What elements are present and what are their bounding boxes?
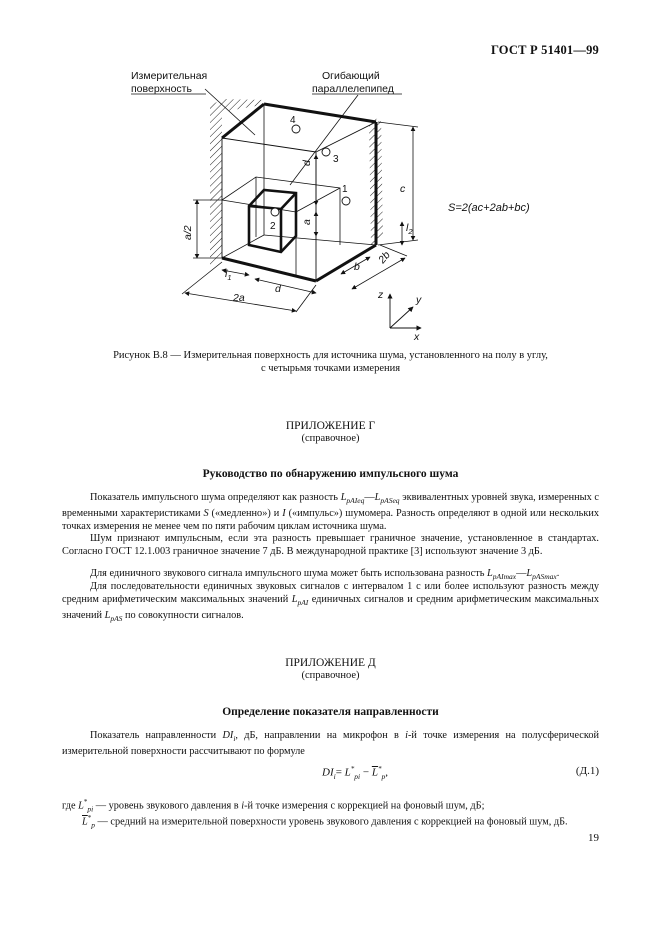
surface-area-formula: S=2(ac+2ab+bc): [448, 202, 530, 214]
figure-caption: [62, 349, 599, 375]
appendix-d-heading: Определение показателя направленности: [222, 706, 439, 718]
point-4: [292, 125, 300, 133]
point-label-4: 4: [290, 115, 296, 126]
formula-where-2: $\overline{L}^*_p$ — средний на измерительной поверхности уровень звукового давления с коррекцией на фоновый шум, дБ.: [82, 814, 568, 830]
formula-d1: [62, 765, 599, 781]
dim-label-a-small: a: [301, 219, 313, 225]
dim-label-2b: 2b: [376, 249, 393, 266]
dim-label-b: b: [354, 261, 360, 273]
appendix-g-subtitle: (справочное): [301, 433, 360, 444]
formula-d1-expression: $DI_i= L^*_{pi} - \overline{L}^*_p$,: [322, 765, 388, 781]
measurement-points: [271, 125, 350, 216]
wall-hatch-left: [210, 99, 222, 265]
dim-label-a-half: a/2: [182, 225, 194, 240]
label-measuring-surface-2: поверхность: [131, 83, 192, 95]
appendix-d-paragraph-1: Показатель направленности $DI_i$, дБ, направлении на микрофон в i-й точке измерения на полусферической измерительной поверхности рассчитывают по формуле: [62, 730, 599, 758]
figure-caption-line-1: Рисунок В.8 — Измерительная поверхность для источника шума, установленного на полу в углу,: [113, 350, 548, 361]
appendix-g-title: ПРИЛОЖЕНИЕ Г: [285, 420, 376, 432]
appendix-g-paragraph-3: Для единичного звукового сигнала импульсного шума может быть использована разность $L_{pAImax}—L_{pASmax}$.: [90, 568, 560, 582]
dim-label-d-horizontal: d: [275, 283, 281, 295]
label-reference-box-1: Огибающий: [322, 70, 380, 82]
dim-label-2a: 2a: [233, 292, 245, 304]
formula-where-1: где $L^*_{pi}$ — уровень звукового давления в i-й точке измерения с коррекцией на фоновый шум, дБ;: [62, 798, 485, 814]
standard-number: ГОСТ Р 51401—99: [490, 43, 599, 57]
axis-label-x: x: [414, 331, 420, 343]
measurement-surface-figure: [0, 0, 661, 345]
axis-label-z: z: [378, 289, 384, 301]
figure-caption-line-2: с четырьмя точками измерения: [260, 363, 401, 374]
page-number: 19: [588, 832, 599, 844]
formula-d1-number: (Д.1): [575, 765, 599, 777]
dim-label-d-vertical: d: [301, 160, 313, 166]
point-1: [342, 197, 350, 205]
appendix-g-paragraph-4: Для последовательности единичных звуковых сигналов с интервалом 1 с или более используют разность между средним арифметическим максимальных значений $L_{pAI}$ единичных сигналов и средним арифметическим максимальных значений $L_{pAS}$ по совокупности сигналов.: [62, 581, 599, 624]
dim-label-l1: $l_1$: [225, 268, 232, 282]
appendix-d-subtitle: (справочное): [301, 670, 360, 681]
point-3: [322, 148, 330, 156]
appendix-g-paragraph-1: Показатель импульсного шума определяют как разность $L_{pAIeq}—L_{pASeq}$ эквивалентных уровней звука, измеренных с временными характеристиками S («медленно») и I («импульс») шумомера. Разность определяют в одной или нескольких точках измерения не менее чем по пяти рабочим циклам источника шума.: [62, 492, 600, 533]
point-label-2: 2: [270, 221, 276, 232]
point-label-3: 3: [333, 154, 339, 165]
appendix-g-paragraph-2: Шум признают импульсным, если эта разность превышает граничное значение, установленное в стандартах. Согласно ГОСТ 12.1.003 граничное значение 7 дБ. В международной практике [3] используют значение 3 дБ.: [62, 533, 599, 558]
dim-label-l2: $l_2$: [406, 222, 413, 236]
point-label-1: 1: [342, 184, 348, 195]
label-measuring-surface-1: Измерительная: [131, 70, 208, 82]
point-2: [271, 208, 279, 216]
dim-label-c: c: [400, 183, 406, 195]
appendix-d-title: ПРИЛОЖЕНИЕ Д: [285, 657, 376, 669]
label-reference-box-2: параллелепипед: [312, 83, 394, 95]
appendix-g-heading: Руководство по обнаружению импульсного шума: [202, 468, 459, 480]
axis-label-y: y: [416, 294, 422, 306]
